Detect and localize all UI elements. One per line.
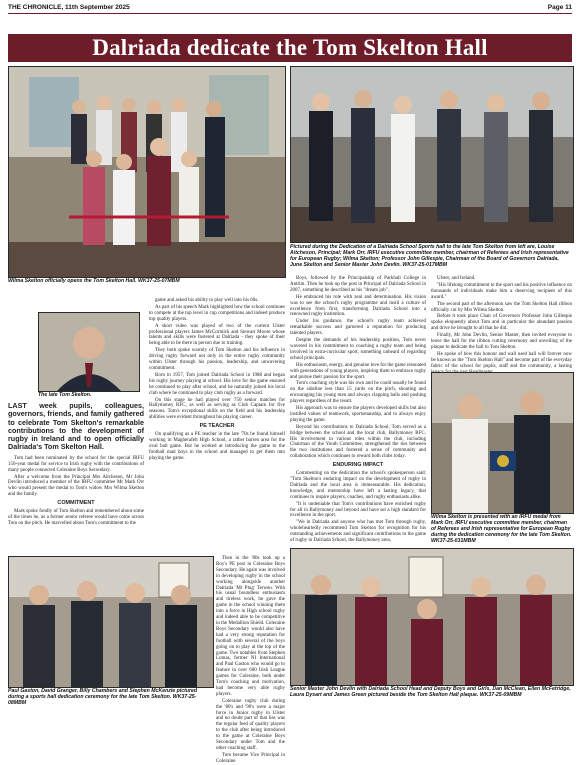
article-column-3	[290, 276, 426, 544]
col2-para-9: Coleraine rugby club during the '80's and '90's were a major force in Junior rugby in Ulster and no doubt part of that lies was the regular feed of quality players to the club after being introduced to the game at Coleraine Boys Secondary under Tom and the other coaching staff.	[216, 698, 285, 751]
article-column-2	[149, 298, 285, 554]
col3-para-10: "It is undeniable that Tom's contributions have enriched rugby for all in Ballymoney and beyond and have set a high standard for excellence in the sport.	[290, 501, 426, 519]
col4-para-5: Finally, Mr John Devlin, Senior Master, then invited everyone to leave the hall for the ribbon cutting ceremony and unveiling of the plaque to dedicate the hall to Tom Skelton.	[431, 333, 572, 350]
photo-medal-presentation	[431, 372, 574, 514]
col1-para-1: Tom had been nominated by the school for the special IRFU 150-year medal for service to Irish rugby with the contributions of many people connected Coleraine Boys Secondary.	[8, 455, 144, 473]
photo-hall-opening-graphic	[9, 67, 285, 277]
col3-para-8: Beyond his contributions to Dalriada School, Tom served as a bridge between the school and the local club, Ballymoney RFC. His involvement in various roles within the club, including Chairman of the Youth Committee, strengthened the ties between the two institutions and fostered a sense of community and collaboration which continues to reward both clubs today.	[290, 424, 426, 460]
col2-para-1: game and asked his ability to play well into his 60s.	[155, 298, 259, 303]
col4-para-3: The second part of the afternoon saw the Tom Skelton Hall ribbon officially cut by Mrs Wilma Skelton.	[431, 301, 572, 313]
col4-para-6: He spoke of how this honour and wall used hall will forever now be known as the "Tom Skelton Hall" and become part of the everyday fabric of the school for pupils, staff and the community, a lasting	[431, 351, 572, 369]
article-column-2-continued	[216, 556, 286, 764]
col4-para-1: Ulster, and Ireland.	[437, 276, 476, 281]
col2-para-10: Tom became Vice Principal in Coleraine	[216, 752, 285, 764]
col4-para-2: "His lifelong commitment to the sport and his positive influence on thousands of individuals make him a deserving recipient of this award."	[431, 282, 572, 300]
masthead-page-number: Page 11	[547, 3, 572, 11]
col3-para-4: Despite the demands of his leadership position, Tom never wavered in his commitment to coaching a rugby team and being involved in extra-curricular sport, something unheard of regarding school principals.	[290, 338, 426, 361]
photo-dignitaries-graphic	[291, 67, 573, 242]
photo-plaque-pupils-graphic	[291, 549, 573, 685]
col3-para-11: "We in Dalriada and anyone who has met Tom through rugby, wholeheartedly recommend Tom Skelton for recognition for his outstanding achievements and significant contributions to the game of rugby in Dalriada School, the Ballymoney area,	[290, 520, 426, 544]
col3-para-9: Commenting on the dedication the school's spokesperson said: "Tom Skelton's enduring impact on the development of rugby in Dalriada and the local area is immeasurable. His dedication, knowledge, and mentorship have left a lasting legacy, that continues to inspire players, coaches, and rugby enthusiasts alike.	[290, 471, 426, 500]
col2-para-3: A short video was played of two of the current Ulster professional players James McCormick and Stewart Moore whose talents and skills were fostered at Dalriada - they spoke of their being able to be there in person due to training.	[149, 323, 285, 347]
col3-para-3: Under his guidance, the school's rugby team achieved remarkable success and garnered a reputation for producing talented players.	[290, 319, 426, 337]
col3-para-7: His approach was to ensure the players developed skills but also instilled values of teamwork, sportsmanship, and to always enjoy playing the game.	[290, 406, 426, 423]
col3-para-6: Tom's coaching style was his own and he could usually be found on the sideline less than 15 yards on the pitch, shouting and encouraging his young men and always clapping balls and pushing players regardless of the result.	[290, 381, 426, 405]
col3-para-1: Boys, followed by the Principalship of Parkhall College in Antrim. Then he took up the post in Principal of Dalriada School in 2007, something he described as his "dream job".	[290, 276, 426, 293]
col2-para-4: They both spoke warmly of Tom Skelton and his influence in driving rugby forward not only in the entire rugby community within Ulster through his passion, leadership, and unwavering commitment.	[149, 348, 285, 371]
masthead-rule	[8, 13, 572, 14]
article-intro: LAST week pupils, colleagues, governors, friends, and family gathered to celebrate Tom Skelton's remarkable contributions to the development of rugby in Ireland and to open officially Dalriada's Tom Skelton Hall.	[8, 401, 144, 452]
photo-dignitaries	[290, 66, 574, 243]
col3-para-5: His enthusiasm, energy, and genuine love for the game resonated with generations of young players, inspiring them to embrace rugby and pursue their passion for the sport.	[290, 362, 426, 380]
photo-medal-presentation-graphic	[432, 373, 573, 513]
masthead	[8, 2, 572, 12]
col2-para-2: As part of his speech Mark highlighted how the school continues to compete at the top level in cup competitions and indeed produce top quality players.	[149, 304, 285, 322]
headline-banner	[8, 34, 572, 62]
article-column-4	[431, 276, 572, 368]
subheading-commitment: COMMITMENT	[57, 500, 95, 507]
masthead-paper-date: THE CHRONICLE, 11th September 2025	[8, 3, 130, 11]
photo-plaque-pupils	[290, 548, 574, 686]
photo-portrait	[38, 312, 140, 392]
col1-para-2: After a welcome from the Principal Mrs Aitcheson, Mr John Devlin introduced a member of the IRFU committee Mr Mark Orr who would present the medal to Tom's widow Mrs Wilma Skelton and the family.	[8, 474, 144, 498]
headline: Dalriada dedicate the Tom Skelton Hall	[92, 35, 488, 60]
article-column-1	[8, 402, 144, 552]
caption-medal-presentation: Wilma Skelton is presented with an IRFU medal from Mark Orr, IRFU executive committee member, chairman of Referees and Irish representative for European Rugby during the dedication ceremony for the late Tom Skelton. WK37-25-031MBM	[431, 514, 572, 544]
subheading-pe-teacher: PE TEACHER	[199, 423, 235, 430]
photo-portrait-graphic	[39, 313, 139, 391]
photo-hall-opening	[8, 66, 286, 278]
col2-para-6: On this stage he had played over 750 senior matches for Ballymoney RFC, as well as serving as Club Captain for five seasons. Tom's exceptional skills on the field and his leadership abilities were evident throughout his playing career.	[149, 397, 285, 421]
caption-dignitaries: Pictured during the Dedication of a Dalriada School Sports hall to the late Tom Skelton from left are, Louise Aitcheson, Principal; Mark Orr, IRFU executive committee member, chairman of Referees and Irish representative for European Rugby; Wilma Skelton; Professor John Gillespie, Chairman of the Board of Governors Dalriada, June Skelton and Senior Master John Devlin. WK37-25-017MBM	[290, 244, 569, 268]
col2-para-7: On qualifying as a PE teacher in the late '70s he found himself working in Magherafelt High School, a rather barren area for the oval ball game. But he worked at introducing the game to the football mad boys in the school and managed to get them into playing the game.	[149, 432, 285, 461]
col3-para-2: He embraced his role with zeal and determination. His vision was to see the school's rugby programme and instil a culture of excellence from first, transforming Dalriada School into a renowned rugby institution.	[290, 294, 426, 318]
col2-para-5: Born in 1957, Tom joined Dalriada School in 1988 and began his rugby journey playing at school. His love for the game ensured he continued to play after school, and he naturally joined his local club where he continued to play club rugby as a forward.	[149, 372, 285, 396]
caption-hall-opening: Wilma Skelton officially opens the Tom Skelton Hall. WK37-25-07MBM	[8, 278, 180, 284]
caption-four-men: Paul Gaston, David Granger, Billy Chambers and Stephen McKenzie pictured during a sports hall dedication ceremony for the late Tom Skelton. WK37-25-08MBM	[8, 688, 198, 706]
subheading-enduring-impact: ENDURING IMPACT	[332, 462, 384, 469]
col4-para-4: Before it took place Chair of Governors Professor John Gillespie spoke eloquently about Tom and in particular the abundant passion and drive he brought to all that he did.	[431, 314, 572, 332]
caption-portrait: The late Tom Skelton.	[38, 392, 92, 398]
caption-plaque-pupils: Senior Master John Devlin with Dalriada School Head and Deputy Boys and Girls, Dan McClean, Ellen McFetridge, Laura Dysart and James Green pictured beside the Tom Skelton Hall plaque. WK37-25-09MBM	[290, 686, 571, 698]
photo-four-men	[8, 556, 214, 688]
photo-four-men-graphic	[9, 557, 213, 687]
col1-para-3: Mark spoke fondly of Tom Skelton and remembered about some of the times he, as a former senior referee would have come across Tom on the pitch. He marvelled about Tom's commitment to the	[8, 509, 144, 526]
col2-para-8: Then in the '80s took up a Boy's PE post in Coleraine Boys Secondary. He again was involved in developing rugby in the school working alongside another Dalriada 'Mr Plug' Terwen. With his usual boundless enthusiasm and tireless work, he gave the game in the school winning them into a force in High school rugby and indeed able to be competitive in the Medallion Shield. Coleraine Boys Secondary would also have had a very strong reputation for football with several of the boys going on to play at the top of the game. Two notables from Stephen Lomas, former NI International and Paul Gaston who would go to feature in over 600 Irish League games for Coleraine, both under Tom's coaching and motivation, had become very able rugby players.	[216, 556, 286, 697]
